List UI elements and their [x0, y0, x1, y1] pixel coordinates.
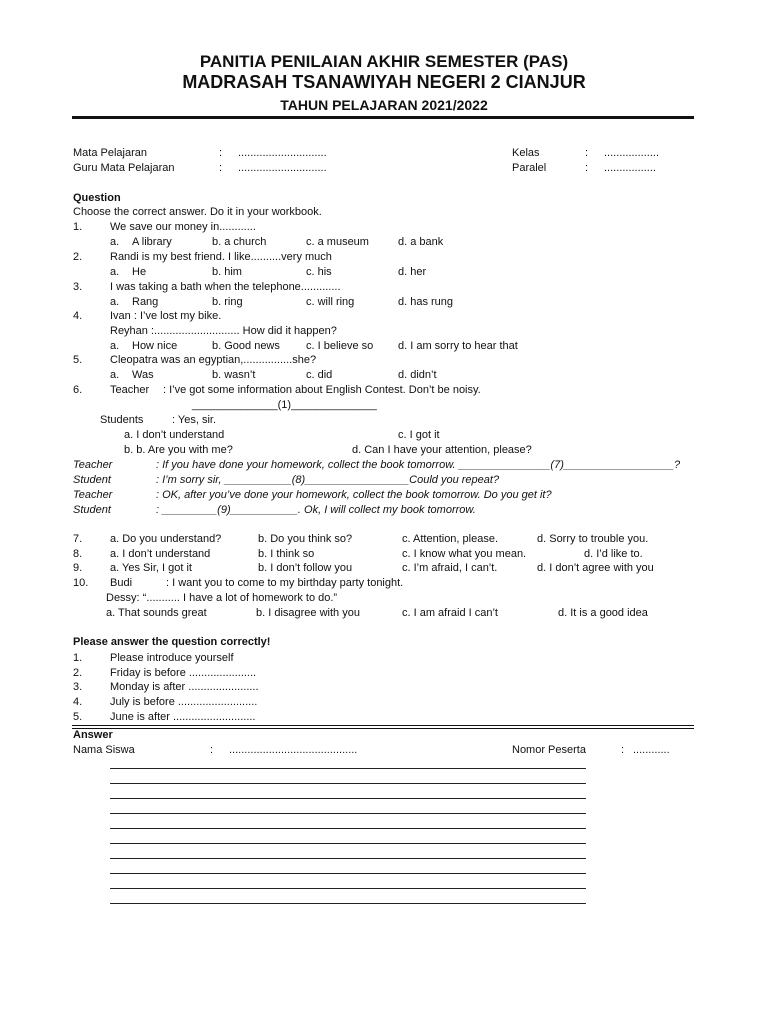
essay-5-text: June is after ...........................: [110, 711, 256, 723]
dialog-r2-speaker: Student: [73, 474, 111, 486]
parallel-value: .................: [604, 162, 656, 174]
q9-option-b: b. I don’t follow you: [258, 562, 353, 574]
header-committee: PANITIA PENILAIAN AKHIR SEMESTER (PAS): [199, 52, 569, 71]
parallel-label: Paralel: [512, 162, 547, 174]
answer-divider-top: [72, 725, 694, 726]
participant-number-value: ............: [633, 744, 670, 756]
answer-line: [110, 843, 586, 844]
dialog-r4-speaker: Student: [73, 504, 111, 516]
instruction-text: Choose the correct answer. Do it in your workbook.: [73, 206, 322, 218]
q4-option-a-letter: a.: [110, 340, 120, 352]
dialog-r1-text: : If you have done your homework, collect the book tomorrow. _______________(7)__________________?: [156, 459, 681, 471]
q10-speaker: Budi: [110, 577, 133, 589]
answer-title: Answer: [73, 729, 113, 741]
answer-line: [110, 828, 586, 829]
q2-option-b: b. him: [212, 266, 242, 278]
dialog-option-d: d. Can I have your attention, please?: [352, 444, 532, 456]
essay-5-number: 5.: [73, 711, 83, 723]
answer-line: [110, 858, 586, 859]
q9-option-a: a. Yes Sir, I got it: [110, 562, 192, 574]
q5-option-b: b. wasn’t: [212, 369, 256, 381]
subject-value: .............................: [238, 147, 327, 159]
participant-number-label: Nomor Peserta: [512, 744, 586, 756]
q7-option-b: b. Do you think so?: [258, 533, 353, 545]
essay-4-text: July is before ..........................: [110, 696, 258, 708]
essay-title: Please answer the question correctly!: [73, 636, 271, 648]
q3-option-d: d. has rung: [398, 296, 454, 308]
q8-option-a: a. I don’t understand: [110, 548, 211, 560]
header-year: TAHUN PELAJARAN 2021/2022: [280, 97, 488, 113]
students-label: Students: [100, 414, 144, 426]
students-text: : Yes, sir.: [172, 414, 217, 426]
essay-1-number: 1.: [73, 652, 83, 664]
q6-speaker: Teacher: [110, 384, 150, 396]
q5-option-d: d. didn’t: [398, 369, 437, 381]
q10-number: 10.: [73, 577, 89, 589]
q5-option-c: c. did: [306, 369, 333, 381]
answer-line: [110, 888, 586, 889]
dialog-r3-text: : OK, after you’ve done your homework, collect the book tomorrow. Do you get it?: [156, 489, 552, 501]
q2-option-a-letter: a.: [110, 266, 120, 278]
q10-option-c: c. I am afraid I can’t: [402, 607, 498, 619]
student-name-colon: :: [210, 744, 214, 756]
q9-number: 9.: [73, 562, 83, 574]
q3-text: I was taking a bath when the telephone.............: [110, 281, 341, 293]
q7-number: 7.: [73, 533, 83, 545]
q1-option-d: d. a bank: [398, 236, 444, 248]
q4-number: 4.: [73, 310, 83, 322]
dialog-r1-speaker: Teacher: [73, 459, 113, 471]
q5-text: Cleopatra was an egyptian,................she?: [110, 354, 317, 366]
dialog-r3-speaker: Teacher: [73, 489, 113, 501]
essay-4-number: 4.: [73, 696, 83, 708]
essay-3-text: Monday is after .......................: [110, 681, 259, 693]
dialog-r2-text: : I’m sorry sir, ___________(8)_________________Could you repeat?: [156, 474, 500, 486]
q1-option-c: c. a museum: [306, 236, 369, 248]
q7-option-a: a. Do you understand?: [110, 533, 222, 545]
class-value: ..................: [604, 147, 660, 159]
q2-text: Randi is my best friend. I like..........very much: [110, 251, 332, 263]
q2-number: 2.: [73, 251, 83, 263]
q3-option-c: c. will ring: [306, 296, 355, 308]
q1-text: We save our money in............: [110, 221, 256, 233]
q7-option-d: d. Sorry to trouble you.: [537, 533, 649, 545]
q10-option-a: a. That sounds great: [106, 607, 207, 619]
q8-number: 8.: [73, 548, 83, 560]
dialog-option-a: a. I don’t understand: [124, 429, 225, 441]
q8-option-d: d. I’d like to.: [584, 548, 643, 560]
q5-option-a-letter: a.: [110, 369, 120, 381]
q2-option-c: c. his: [306, 266, 332, 278]
q2-option-d: d. her: [398, 266, 427, 278]
q3-option-b: b. ring: [212, 296, 243, 308]
q4-text: Ivan : I’ve lost my bike.: [110, 310, 222, 322]
answer-line: [110, 813, 586, 814]
subject-colon: :: [219, 147, 223, 159]
dialog-option-c: c. I got it: [398, 429, 440, 441]
q10-option-d: d. It is a good idea: [558, 607, 648, 619]
essay-1-text: Please introduce yourself: [110, 652, 234, 664]
q9-option-d: d. I don’t agree with you: [537, 562, 654, 574]
q10-line-2: Dessy: “........... I have a lot of homework to do.”: [106, 592, 338, 604]
teacher-value: .............................: [238, 162, 327, 174]
q5-option-a: Was: [132, 369, 154, 381]
q8-option-b: b. I think so: [258, 548, 315, 560]
q6-number: 6.: [73, 384, 83, 396]
teacher-label: Guru Mata Pelajaran: [73, 162, 175, 174]
essay-2-number: 2.: [73, 667, 83, 679]
answer-line: [110, 768, 586, 769]
answer-line: [110, 873, 586, 874]
answer-line: [110, 783, 586, 784]
q1-option-a-letter: a.: [110, 236, 120, 248]
q4-option-a: How nice: [132, 340, 178, 352]
q4-option-c: c. I believe so: [306, 340, 374, 352]
q4-option-d: d. I am sorry to hear that: [398, 340, 518, 352]
q6-line: : I’ve got some information about English Contest. Don’t be noisy.: [163, 384, 481, 396]
answer-divider-bottom: [72, 728, 694, 729]
q2-option-a: He: [132, 266, 147, 278]
q1-option-a: A library: [132, 236, 172, 248]
q4-option-b: b. Good news: [212, 340, 280, 352]
q3-option-a-letter: a.: [110, 296, 120, 308]
q3-option-a: Rang: [132, 296, 159, 308]
subject-label: Mata Pelajaran: [73, 147, 147, 159]
class-label: Kelas: [512, 147, 540, 159]
answer-line: [110, 798, 586, 799]
question-title: Question: [73, 192, 121, 204]
parallel-colon: :: [585, 162, 589, 174]
header-school: MADRASAH TSANAWIYAH NEGERI 2 CIANJUR: [182, 72, 586, 92]
q10-option-b: b. I disagree with you: [256, 607, 360, 619]
participant-number-colon: :: [621, 744, 625, 756]
q7-option-c: c. Attention, please.: [402, 533, 499, 545]
q10-line: : I want you to come to my birthday party tonight.: [166, 577, 404, 589]
q9-option-c: c. I’m afraid, I can’t.: [402, 562, 498, 574]
q4-text-2: Reyhan :............................ How did it happen?: [110, 325, 337, 337]
student-name-label: Nama Siswa: [73, 744, 135, 756]
answer-line: [110, 903, 586, 904]
q5-number: 5.: [73, 354, 83, 366]
header-divider: [72, 116, 694, 119]
q1-option-b: b. a church: [212, 236, 267, 248]
essay-3-number: 3.: [73, 681, 83, 693]
essay-2-text: Friday is before ......................: [110, 667, 257, 679]
q3-number: 3.: [73, 281, 83, 293]
class-colon: :: [585, 147, 589, 159]
q8-option-c: c. I know what you mean.: [402, 548, 527, 560]
teacher-colon: :: [219, 162, 223, 174]
blank-1: ______________(1)______________: [192, 399, 377, 411]
dialog-option-b: b. b. Are you with me?: [124, 444, 233, 456]
student-name-value: ..........................................: [229, 744, 358, 756]
dialog-r4-text: : _________(9)___________. Ok, I will collect my book tomorrow.: [156, 504, 476, 516]
q1-number: 1.: [73, 221, 83, 233]
